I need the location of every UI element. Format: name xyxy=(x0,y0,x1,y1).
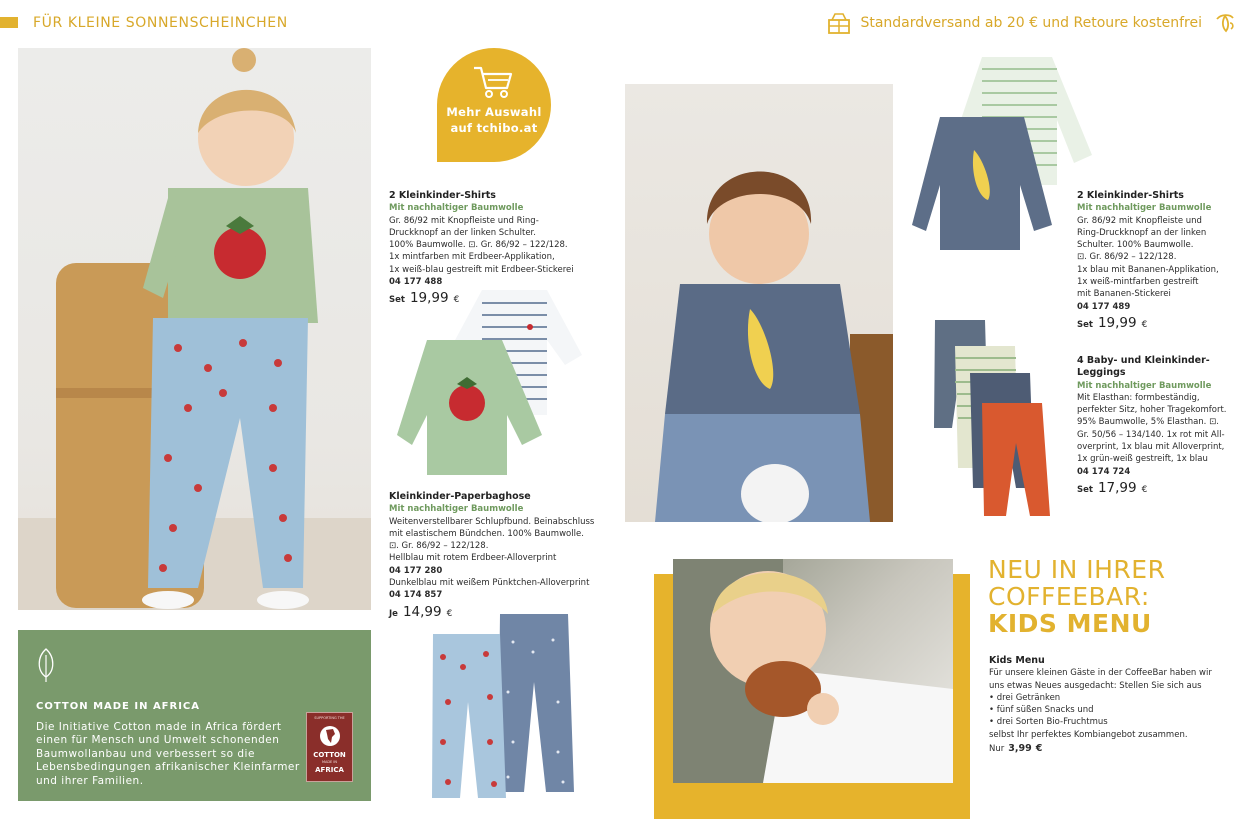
product-detail-line: Ring-Druckknopf an der linken xyxy=(1077,227,1207,238)
price-label: Set xyxy=(389,295,405,306)
product-detail-line: Weitenverstellbarer Schlupfbund. Beinabschluss xyxy=(389,516,595,527)
product-leggings xyxy=(1077,355,1242,496)
tchibo-logo-icon xyxy=(1214,13,1236,33)
product-detail-line: perfekter Sitz, hoher Tragekomfort. xyxy=(1077,405,1227,416)
price-value: 19,99 xyxy=(409,290,449,307)
heading-line: NEU IN IHRER xyxy=(988,555,1166,584)
currency: € xyxy=(1141,319,1148,330)
product-subtitle: Mit nachhaltiger Baumwolle xyxy=(389,203,524,214)
currency: € xyxy=(1035,743,1043,755)
price-label: Je xyxy=(389,608,398,619)
photo-boy-banana-shirt xyxy=(625,84,893,522)
currency: € xyxy=(446,608,453,619)
intro-line: Für unsere kleinen Gäste in der CoffeeBar haben wir xyxy=(989,668,1212,679)
cotton-made-in-africa-box xyxy=(18,630,371,801)
kids-menu-title: Kids Menu xyxy=(989,655,1045,666)
article-number: 04 177 280 xyxy=(389,565,443,576)
africa-map-icon xyxy=(320,725,340,747)
photo-child-eating-croissant xyxy=(673,559,953,783)
bullet-item: • fünf süßen Snacks und xyxy=(989,705,1094,716)
cta-line-2: auf tchibo.at xyxy=(450,121,538,135)
article-number: 04 177 489 xyxy=(1077,301,1131,312)
strawberry-shirts-image xyxy=(397,285,592,480)
price-row xyxy=(1077,479,1242,496)
section-title: FÜR KLEINE SONNENSCHEINCHEN xyxy=(33,15,288,31)
product-paperbag-pants xyxy=(389,491,604,620)
cotton-made-in-africa-badge: SUPPORTING THE COTTON MADE IN AFRICA xyxy=(306,712,353,782)
header-accent-bar xyxy=(0,17,18,28)
heading-line-kids-menu: KIDS MENU xyxy=(988,609,1152,638)
product-title: 2 Kleinkinder-Shirts xyxy=(389,190,496,201)
product-title: 4 Baby- und Kleinkinder- xyxy=(1077,355,1210,366)
article-number: 04 174 724 xyxy=(1077,466,1131,477)
shipping-info xyxy=(826,10,1236,36)
price-value: 3,99 xyxy=(1008,743,1032,755)
product-detail-line: mit Bananen-Stickerei xyxy=(1077,289,1171,300)
article-number: 04 177 488 xyxy=(389,277,443,288)
product-detail-line: Dunkelblau mit weißem Pünktchen-Alloverprint xyxy=(389,578,590,589)
currency: € xyxy=(453,295,460,306)
product-detail-line: 1x weiß-blau gestreift mit Erdbeer-Stickerei xyxy=(389,264,574,275)
shipping-text: Standardversand ab 20 € und Retoure kostenfrei xyxy=(860,15,1202,31)
shopping-cart-icon xyxy=(471,64,515,100)
price-row xyxy=(989,743,1229,755)
paperbag-pants-image xyxy=(428,612,576,800)
price-value: 19,99 xyxy=(1097,314,1137,331)
cta-line-1: Mehr Auswahl xyxy=(446,105,542,119)
product-detail-line: 1x weiß-mintfarben gestreift xyxy=(1077,277,1199,288)
product-detail-line: Mit Elasthan: formbeständig, xyxy=(1077,392,1200,403)
heading-line: COFFEEBAR: xyxy=(988,582,1150,611)
photo-girl-strawberry-outfit xyxy=(18,48,371,610)
more-selection-cta[interactable] xyxy=(437,48,551,162)
product-detail-line: 1x blau mit Bananen-Applikation, xyxy=(1077,264,1219,275)
product-detail-line: Hellblau mit rotem Erdbeer-Alloverprint xyxy=(389,553,557,564)
product-detail-line: 95% Baumwolle, 5% Elasthan. ⊡. xyxy=(1077,417,1219,428)
product-detail-line: Gr. 86/92 mit Knopfleiste und Ring- xyxy=(389,215,539,226)
product-subtitle: Mit nachhaltiger Baumwolle xyxy=(1077,203,1212,214)
product-subtitle: Mit nachhaltiger Baumwolle xyxy=(389,504,524,515)
product-banana-shirts xyxy=(1077,190,1237,331)
price-label: Nur xyxy=(989,744,1005,755)
bullet-item: • drei Sorten Bio-Fruchtmus xyxy=(989,717,1108,728)
coffeebar-text xyxy=(989,655,1229,755)
currency: € xyxy=(1141,484,1148,495)
product-title: Leggings xyxy=(1077,367,1126,379)
product-title: 2 Kleinkinder-Shirts xyxy=(1077,190,1184,201)
product-detail-line: ⊡. Gr. 86/92 – 122/128. xyxy=(389,541,489,552)
product-detail-line: Druckknopf an der linken Schulter. xyxy=(389,227,536,238)
product-subtitle: Mit nachhaltiger Baumwolle xyxy=(1077,380,1212,391)
product-detail-line: overprint, 1x blau mit Alloverprint, xyxy=(1077,442,1225,453)
price-value: 14,99 xyxy=(402,603,442,620)
price-label: Set xyxy=(1077,484,1093,495)
leggings-image xyxy=(930,318,1060,518)
banana-shirts-image xyxy=(912,55,1097,255)
product-detail-line: 100% Baumwolle. ⊡. Gr. 86/92 – 122/128. xyxy=(389,240,568,251)
product-detail-line: 1x mintfarben mit Erdbeer-Applikation, xyxy=(389,252,555,263)
bullet-item: • drei Getränken xyxy=(989,692,1061,703)
leaf-icon xyxy=(35,647,57,683)
product-detail-line: mit elastischem Bündchen. 100% Baumwolle. xyxy=(389,528,584,539)
product-detail-line: 1x grün-weiß gestreift, 1x blau xyxy=(1077,454,1208,465)
product-detail-line: ⊡. Gr. 86/92 – 122/128. xyxy=(1077,252,1177,263)
product-detail-line: Schulter. 100% Baumwolle. xyxy=(1077,240,1194,251)
product-detail-line: Gr. 50/56 – 134/140. 1x rot mit All- xyxy=(1077,429,1225,440)
box-shipping-icon xyxy=(826,10,852,36)
cotton-text: Die Initiative Cotton made in Africa fördert einen für Mensch und Umwelt schonenden Baumwollanbau und verbessert so die Lebensbedingungen afrikanischer Kleinfarmer und ihrer Familien. xyxy=(36,721,300,787)
price-value: 17,99 xyxy=(1097,479,1137,496)
coffeebar-heading xyxy=(988,556,1165,637)
price-row xyxy=(1077,314,1237,331)
product-title: Kleinkinder-Paperbaghose xyxy=(389,491,531,502)
product-detail-line: Gr. 86/92 mit Knopfleiste und xyxy=(1077,215,1202,226)
article-number: 04 174 857 xyxy=(389,590,443,601)
intro-line: uns etwas Neues ausgedacht: Stellen Sie sich aus xyxy=(989,680,1202,691)
price-label: Set xyxy=(1077,319,1093,330)
cotton-heading: COTTON MADE IN AFRICA xyxy=(36,701,201,712)
closing-line: selbst Ihr perfektes Kombiangebot zusammen. xyxy=(989,729,1188,740)
